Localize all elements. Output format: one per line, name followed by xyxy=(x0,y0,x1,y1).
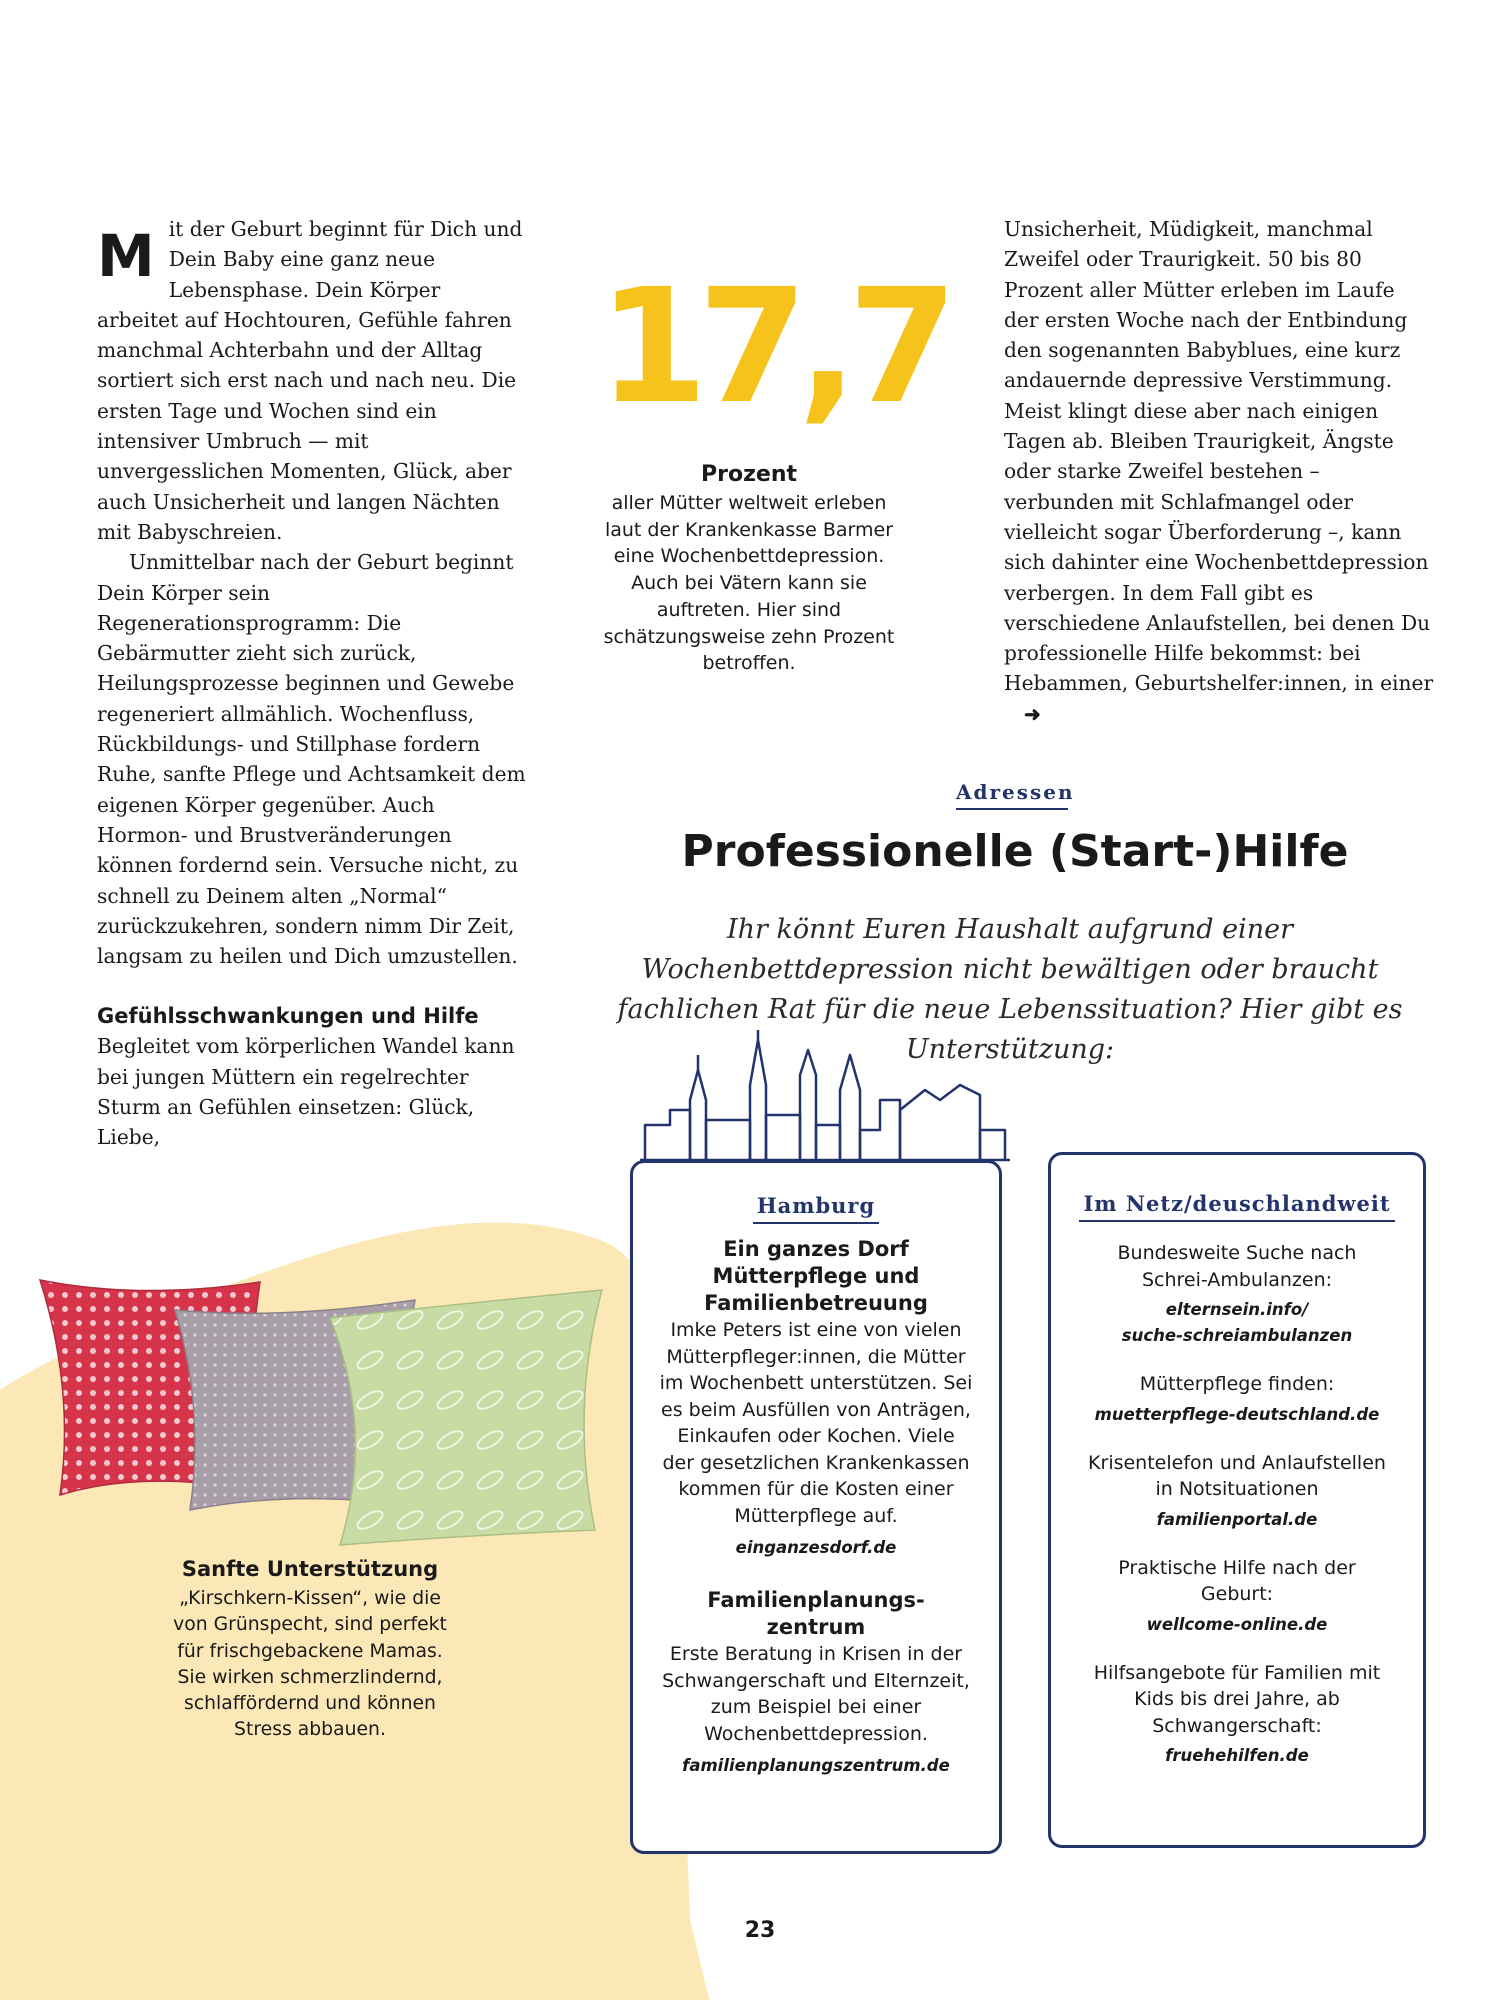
hamburg-card xyxy=(630,1160,1002,1854)
online-item-text: Mütterpflege finden: xyxy=(1139,1373,1335,1395)
online-item xyxy=(1085,1240,1389,1349)
caption-text: „Kirschkern-Kissen“, wie die von Grünspecht, sind perfekt für frischgebackene Mamas. Sie wirken schmerzlindernd, schlaffördernd und können Stress abbauen. xyxy=(173,1588,447,1741)
stat-number: 17,7 xyxy=(598,255,948,439)
online-card xyxy=(1048,1152,1426,1848)
subheading: Gefühlsschwankungen und Hilfe xyxy=(97,1004,479,1029)
section-intro: Ihr könnt Euren Haushalt aufgrund einer Wochenbettdepression nicht bewältigen oder braucht fachlichen Rat für die neue Lebenssituation? Hier gibt es Unterstützung: xyxy=(617,914,1403,1065)
online-item-text: Praktische Hilfe nach der Geburt: xyxy=(1118,1556,1356,1605)
online-item-text: Hilfsangebote für Familien mit Kids bis drei Jahre, ab Schwangerschaft: xyxy=(1093,1661,1381,1737)
online-item xyxy=(1085,1371,1389,1428)
entry-1-title: Ein ganzes Dorf Mütterpflege und Familienbetreuung xyxy=(704,1237,928,1315)
hamburg-skyline-icon xyxy=(640,1030,1010,1165)
online-item xyxy=(1085,1555,1389,1638)
online-item-link[interactable]: wellcome-online.de xyxy=(1146,1614,1328,1634)
entry-2-text: Erste Beratung in Krisen in der Schwangerschaft und Elternzeit, zum Beispiel bei einer Wochenbettdepression. xyxy=(662,1643,970,1745)
section-headline: Professionelle (Start-)Hilfe xyxy=(681,826,1349,877)
hamburg-card-title: Hamburg xyxy=(753,1193,879,1224)
section-kicker: Adressen xyxy=(956,780,1068,810)
online-item-link[interactable]: suche-schreiambulanzen xyxy=(1121,1326,1353,1345)
stat-label: Prozent xyxy=(701,462,797,487)
entry-2-title: Familienplanungs-zentrum xyxy=(707,1588,925,1639)
online-item-text: Krisentelefon und Anlaufstellen in Notsituationen xyxy=(1088,1451,1386,1500)
green-pillow xyxy=(330,1290,602,1545)
online-item-text: Bundesweite Suche nach Schrei-Ambulanzen: xyxy=(1117,1242,1357,1291)
page-number: 23 xyxy=(744,1918,776,1943)
stat-text: aller Mütter weltweit erleben laut der Krankenkasse Barmer eine Wochenbettdepression. Auch bei Vätern kann sie auftreten. Hier sind schätzungsweise zehn Prozent betroffen. xyxy=(603,492,895,675)
online-item-link[interactable]: muetterpflege-deutschland.de xyxy=(1094,1404,1380,1424)
pillows-image xyxy=(30,1260,630,1560)
entry-1-text: Imke Peters ist eine von vielen Mütterpfleger:innen, die Mütter im Wochenbett unterstützen. Sei es beim Ausfüllen von Anträgen, Einkaufen oder Kochen. Viele der gesetzlichen Krankenkassen kommen für die Kosten einer Mütterpflege auf. xyxy=(659,1319,973,1527)
paragraph-3: Begleitet vom körperlichen Wandel kann bei jungen Müttern ein regelrechter Sturm an Gefühlen einsetzen: Glück, Liebe, xyxy=(97,1034,515,1150)
online-item-link[interactable]: elternsein.info/ xyxy=(1165,1300,1309,1319)
online-item xyxy=(1085,1660,1389,1770)
image-caption xyxy=(160,1556,460,1744)
entry-2-link[interactable]: familienplanungszentrum.de xyxy=(682,1756,950,1775)
online-card-title: Im Netz/deuschlandweit xyxy=(1079,1191,1394,1222)
stat-box xyxy=(592,460,906,677)
online-item-link[interactable]: familienportal.de xyxy=(1156,1509,1318,1529)
right-column xyxy=(1004,214,1434,729)
continue-arrow-icon: ➜ xyxy=(1024,701,1041,726)
drop-cap: M xyxy=(97,222,155,290)
paragraph-4: Unsicherheit, Müdigkeit, manchmal Zweifel oder Traurigkeit. 50 bis 80 Prozent aller Mütter erleben im Laufe der ersten Woche nach der Entbindung den sogenannten Babyblues, eine kurz andauernde depressive Verstimmung. Meist klingt diese aber nach einigen Tagen ab. Bleiben Traurigkeit, Ängste oder starke Zweifel bestehen – verbunden mit Schlafmangel oder vielleicht sogar Überforderung –, kann sich dahinter eine Wochenbettdepression verbergen. In dem Fall gibt es verschiedene Anlaufstellen, bei denen Du professionelle Hilfe bekommst: bei Hebammen, Geburtshelfer:innen, in einer xyxy=(1004,217,1434,696)
caption-title: Sanfte Unterstützung xyxy=(181,1557,439,1581)
paragraph-2: Unmittelbar nach der Geburt beginnt Dein Körper sein Regenerationsprogramm: Die Gebärmutter zieht sich zurück, Heilungsprozesse beginnen und Gewebe regeneriert allmählich. Wochenfluss, Rückbildungs- und Stillphase fordern Ruhe, sanfte Pflege und Achtsamkeit dem eigenen Körper gegenüber. Auch Hormon- und Brustveränderungen können fordernd sein. Versuche nicht, zu schnell zu Deinem alten „Normal“ zurückzukehren, sondern nimm Dir Zeit, langsam zu heilen und Dich umzustellen. xyxy=(97,550,526,969)
entry-1-link[interactable]: einganzesdorf.de xyxy=(735,1538,897,1557)
paragraph-1: it der Geburt beginnt für Dich und Dein Baby eine ganz neue Lebensphase. Dein Körper arbeitet auf Hochtouren, Gefühle fahren manchmal Achterbahn und der Alltag sortiert sich erst nach und nach neu. Die ersten Tage und Wochen sind ein intensiver Umbruch — mit unvergesslichen Momenten, Glück, aber auch Unsicherheit und langen Nächten mit Babyschreien. xyxy=(97,217,523,544)
intro-paragraph xyxy=(97,214,527,547)
left-column xyxy=(97,214,527,1153)
online-item xyxy=(1085,1450,1389,1533)
online-item-link[interactable]: fruehehilfen.de xyxy=(1165,1746,1309,1765)
